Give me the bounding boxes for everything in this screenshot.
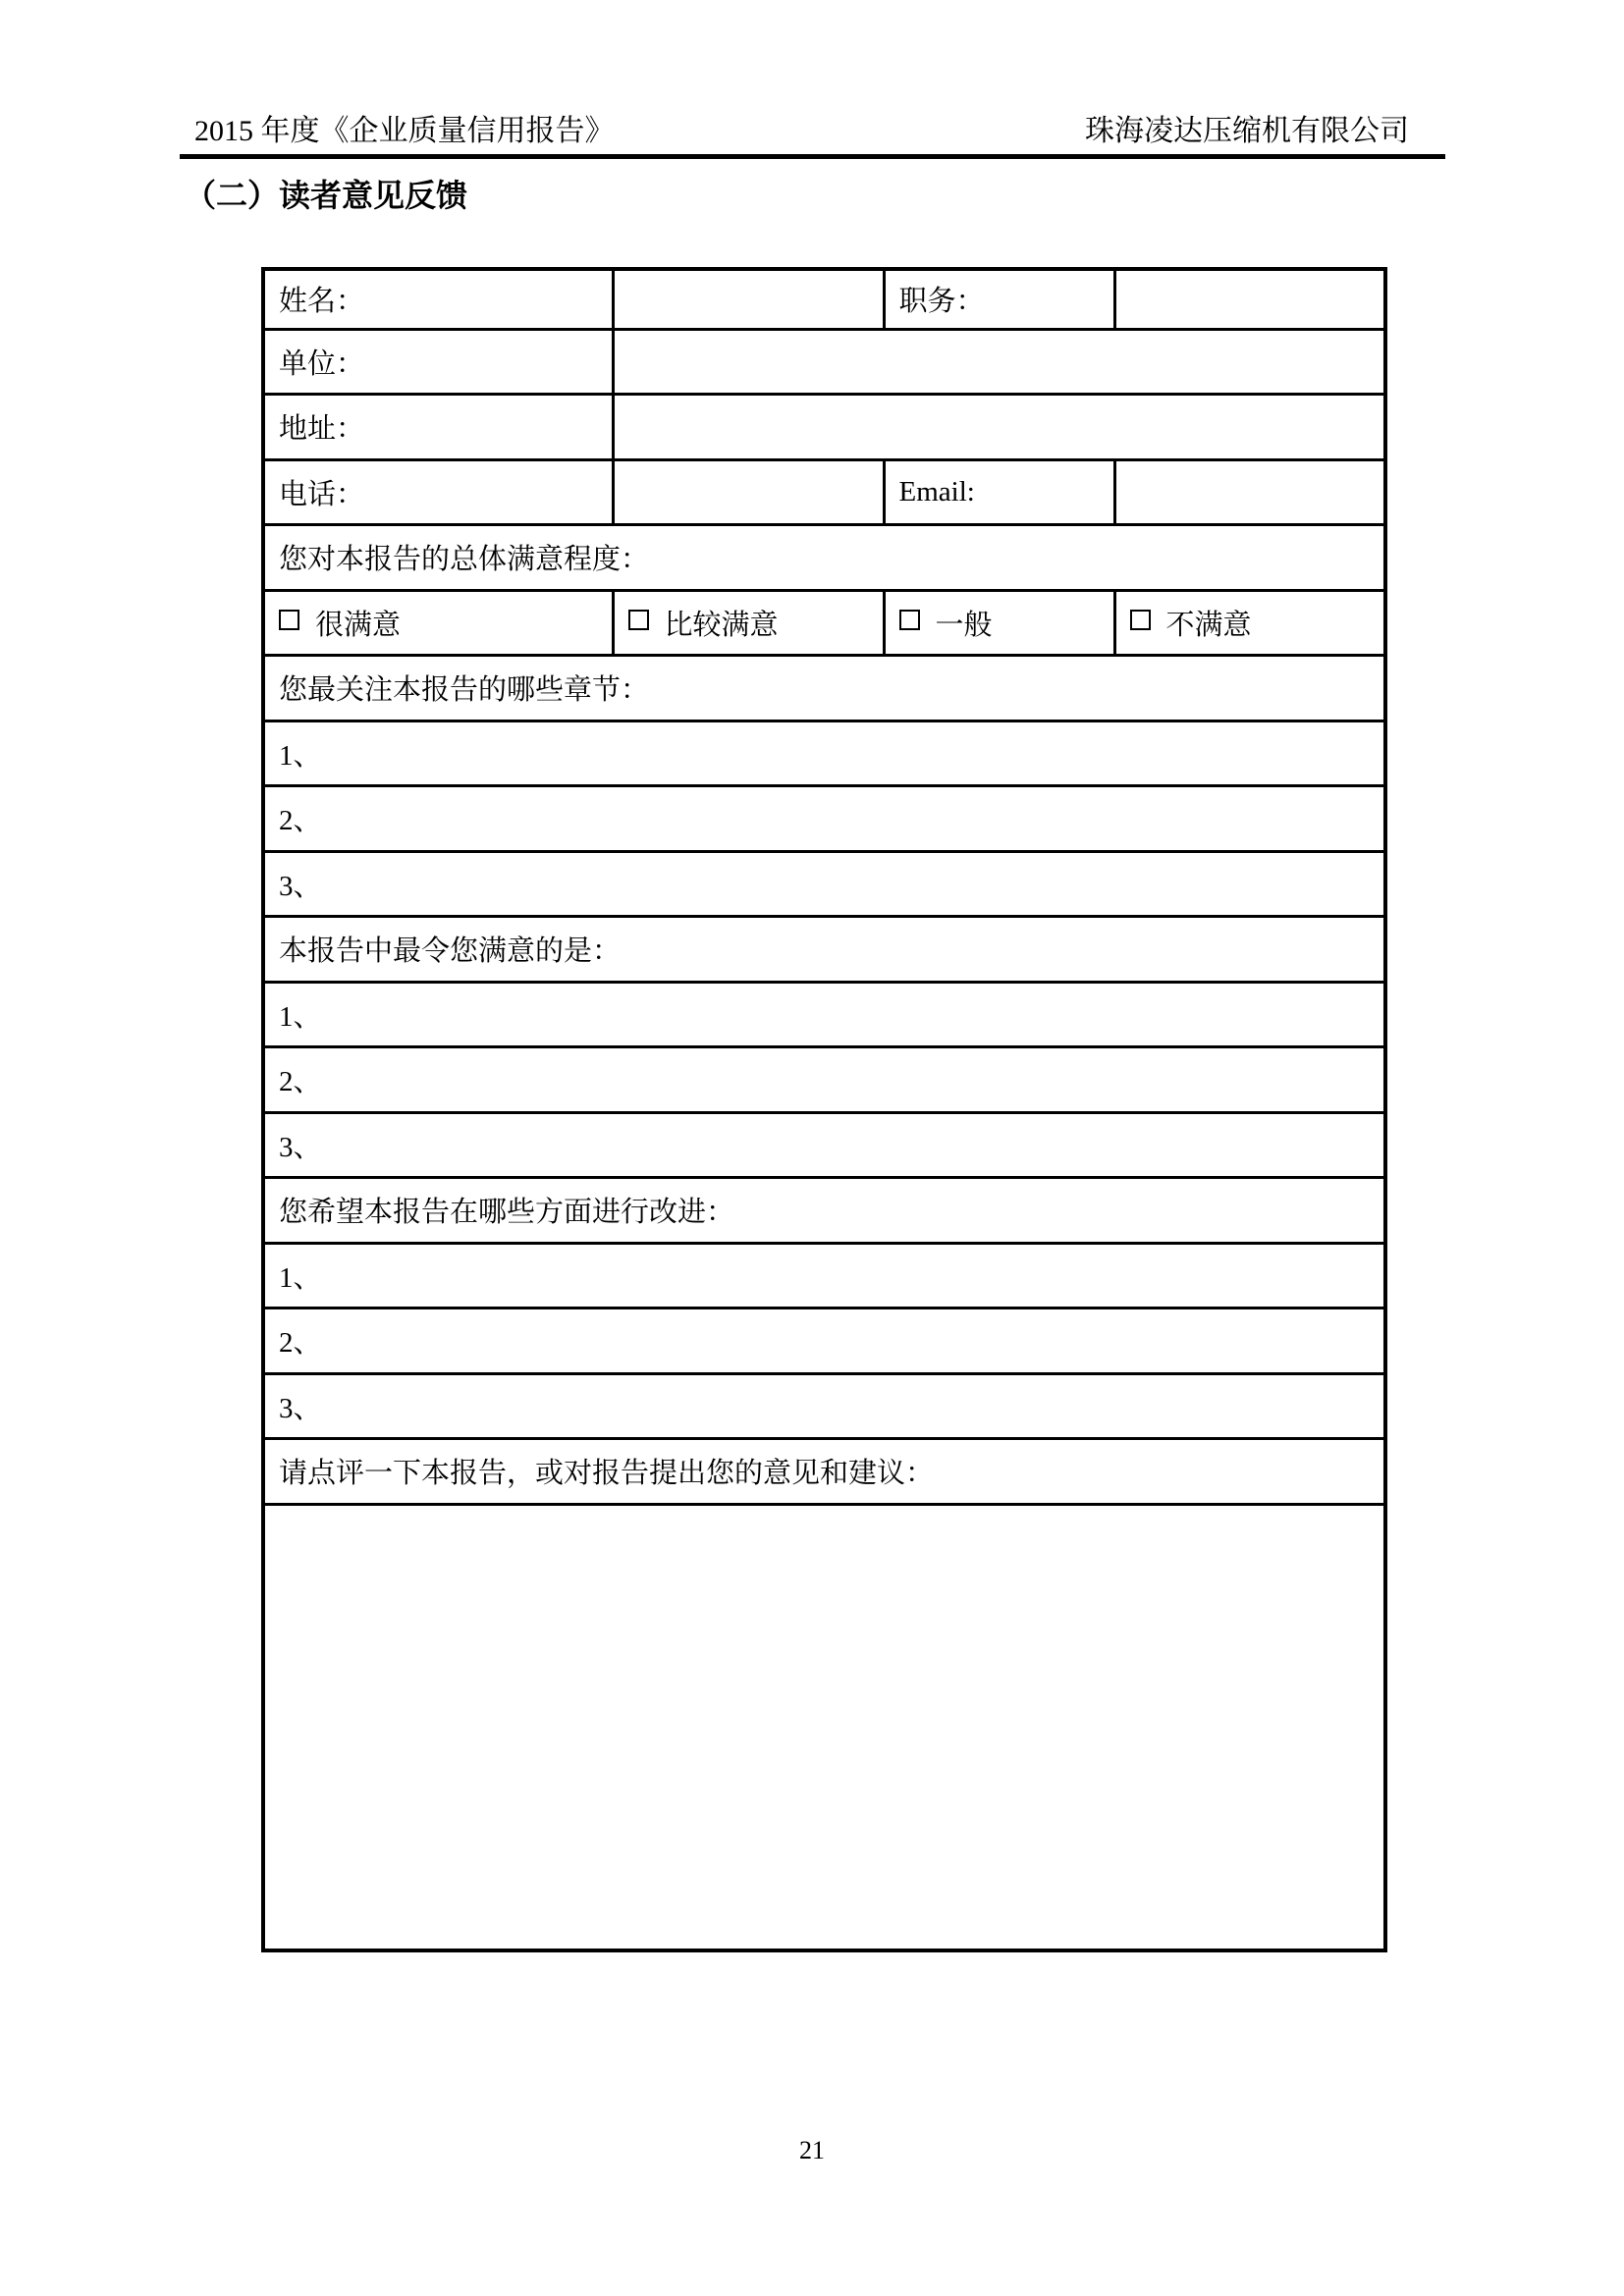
row-name-position: [263, 269, 1385, 329]
list-item-row: [263, 1308, 1385, 1374]
option-neutral-cell: [884, 590, 1114, 656]
row-company: [263, 329, 1385, 395]
row-comments-area: [263, 1504, 1385, 1950]
list-item-cell: 2、: [263, 786, 1385, 852]
row-improvement-question: [263, 1178, 1385, 1244]
option-label: 一般: [935, 609, 993, 641]
header-report-title: 2015 年度《企业质量信用报告》: [194, 115, 615, 147]
improvement-question-cell: 您希望本报告在哪些方面进行改进：: [263, 1178, 1385, 1244]
list-item-cell: 1、: [263, 982, 1385, 1047]
company-value-cell: [613, 329, 1385, 395]
name-label-cell: 姓名：: [263, 269, 613, 329]
row-address: [263, 395, 1385, 460]
section-title: （二）读者意见反馈: [185, 178, 468, 213]
list-item-row: [263, 1243, 1385, 1308]
comments-question-cell: 请点评一下本报告，或对报告提出您的意见和建议：: [263, 1439, 1385, 1505]
list-item-row: [263, 851, 1385, 917]
email-label-cell: Email:: [884, 459, 1114, 525]
list-item-row: [263, 1047, 1385, 1113]
page-number: 21: [799, 2136, 825, 2164]
option-label: 很满意: [315, 609, 402, 641]
satisfaction-question-cell: 您对本报告的总体满意程度：: [263, 525, 1385, 591]
row-most-satisfied-question: [263, 917, 1385, 983]
list-item-cell: 1、: [263, 721, 1385, 786]
most-satisfied-question-cell: 本报告中最令您满意的是：: [263, 917, 1385, 983]
phone-value-cell: [613, 459, 884, 525]
checkbox-icon: [628, 610, 649, 630]
position-label-cell: 职务：: [884, 269, 1114, 329]
list-item-row: [263, 1112, 1385, 1178]
company-label-cell: 单位：: [263, 329, 613, 395]
list-item-cell: 1、: [263, 1243, 1385, 1308]
list-item-row: [263, 786, 1385, 852]
feedback-form-table: [261, 267, 1387, 1952]
list-item-row: [263, 982, 1385, 1047]
list-item-cell: 2、: [263, 1047, 1385, 1113]
row-phone-email: [263, 459, 1385, 525]
list-item-cell: 3、: [263, 1373, 1385, 1439]
list-item-cell: 3、: [263, 1112, 1385, 1178]
header-company-name: 珠海凌达压缩机有限公司: [1085, 115, 1409, 147]
name-value-cell: [613, 269, 884, 329]
header-rule: [180, 154, 1445, 159]
row-comments-question: [263, 1439, 1385, 1505]
option-label: 不满意: [1165, 609, 1252, 641]
row-satisfaction-options: [263, 590, 1385, 656]
option-label: 比较满意: [664, 609, 779, 641]
row-satisfaction-question: [263, 525, 1385, 591]
row-chapters-question: [263, 656, 1385, 721]
list-item-cell: 2、: [263, 1308, 1385, 1374]
page-header: [180, 114, 1445, 149]
option-very-satisfied-cell: [263, 590, 613, 656]
comments-value-cell: [263, 1504, 1385, 1950]
list-item-row: [263, 721, 1385, 786]
checkbox-icon: [899, 610, 920, 630]
option-fairly-satisfied-cell: [613, 590, 884, 656]
position-value-cell: [1114, 269, 1385, 329]
address-label-cell: 地址：: [263, 395, 613, 460]
checkbox-icon: [279, 610, 299, 630]
option-unsatisfied-cell: [1114, 590, 1385, 656]
phone-label-cell: 电话：: [263, 459, 613, 525]
email-value-cell: [1114, 459, 1385, 525]
address-value-cell: [613, 395, 1385, 460]
chapters-question-cell: 您最关注本报告的哪些章节：: [263, 656, 1385, 721]
list-item-row: [263, 1373, 1385, 1439]
list-item-cell: 3、: [263, 851, 1385, 917]
checkbox-icon: [1130, 610, 1151, 630]
